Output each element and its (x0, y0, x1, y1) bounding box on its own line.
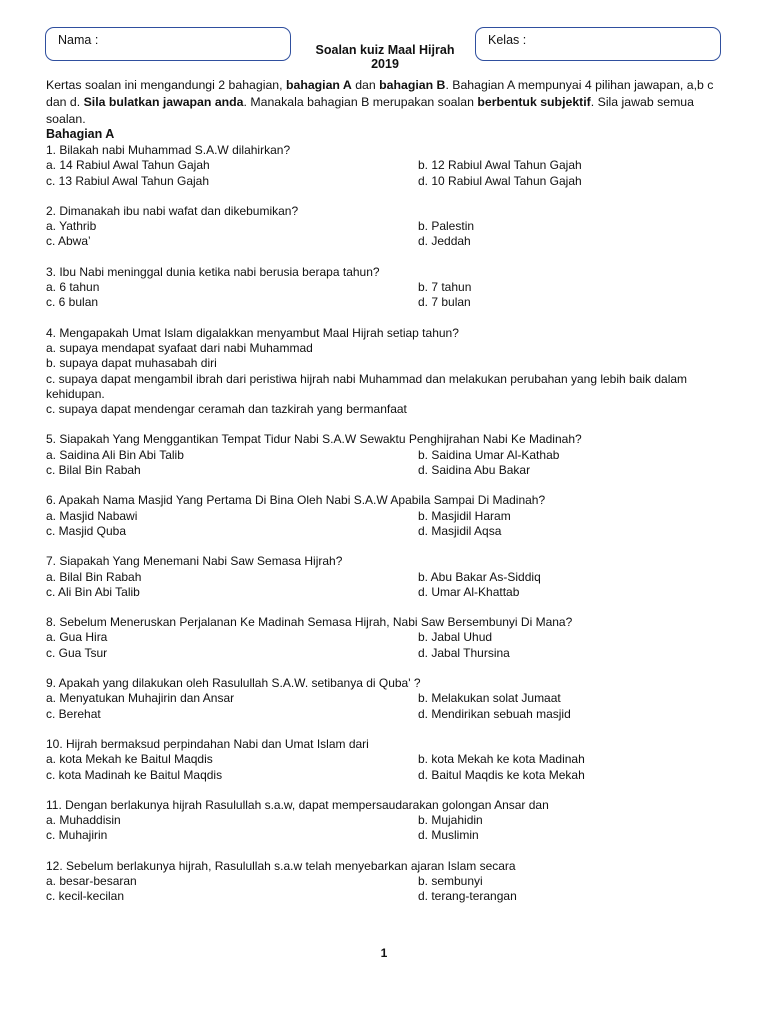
option-c[interactable]: c. Masjid Quba (46, 523, 127, 538)
question-text: 8. Sebelum Meneruskan Perjalanan Ke Madinah Semasa Hijrah, Nabi Saw Bersembunyi Di Mana? (46, 615, 573, 630)
question-text: 4. Mengapakah Umat Islam digalakkan menyambut Maal Hijrah setiap tahun? (46, 325, 459, 340)
intro-bold-1: bahagian A (285, 78, 352, 92)
question-text: 12. Sebelum berlakunya hijrah, Rasulullah s.a.w telah menyebarkan ajaran Islam secara (46, 858, 516, 873)
option-d[interactable]: d. Jeddah (418, 234, 471, 249)
option-d[interactable]: d. Jabal Thursina (418, 645, 510, 660)
option-b[interactable]: b. kota Mekah ke kota Madinah (418, 752, 585, 767)
option-b[interactable]: b. Palestin (418, 219, 475, 234)
option-c[interactable]: c. 13 Rabiul Awal Tahun Gajah (46, 173, 210, 188)
question-9 (46, 676, 726, 722)
option-d[interactable]: d. 7 bulan (418, 295, 471, 310)
option-b[interactable]: b. Melakukan solat Jumaat (418, 691, 561, 706)
intro-text-3: . Bahagian A mempunyai 4 pilihan jawapan, a,b c dan d. (46, 78, 714, 109)
question-11 (46, 798, 726, 844)
instructions (46, 77, 726, 128)
nama-label: Nama : (58, 33, 99, 47)
option-c[interactable]: c. kota Madinah ke Baitul Maqdis (46, 767, 223, 782)
option-a[interactable]: a. 6 tahun (46, 280, 100, 295)
question-text: 2. Dimanakah ibu nabi wafat dan dikebumikan? (46, 203, 299, 218)
option-a[interactable]: a. Bilal Bin Rabah (46, 569, 142, 584)
question-text: 6. Apakah Nama Masjid Yang Pertama Di Bina Oleh Nabi S.A.W Apabila Sampai Di Madinah? (46, 493, 546, 508)
question-8 (46, 615, 726, 661)
option-a[interactable]: a. Menyatukan Muhajirin dan Ansar (46, 691, 235, 706)
option-b[interactable]: b. Saidina Umar Al-Kathab (418, 447, 560, 462)
option-a[interactable]: a. 14 Rabiul Awal Tahun Gajah (46, 158, 210, 173)
option-b[interactable]: b. supaya dapat muhasabah diri (46, 356, 217, 371)
nama-field[interactable] (45, 27, 291, 61)
intro-bold-4: berbentuk subjektif (477, 95, 591, 109)
option-c[interactable]: c. Gua Tsur (46, 645, 108, 660)
section-title: Bahagian A (46, 127, 115, 141)
option-d[interactable]: d. Umar Al-Khattab (418, 584, 520, 599)
option-d[interactable]: d. Saidina Abu Bakar (418, 463, 531, 478)
question-1 (46, 143, 726, 189)
option-d[interactable]: d. 10 Rabiul Awal Tahun Gajah (418, 173, 582, 188)
option-d[interactable]: d. Masjidil Aqsa (418, 523, 502, 538)
option-a[interactable]: a. besar-besaran (46, 873, 137, 888)
option-a[interactable]: a. Masjid Nabawi (46, 508, 138, 523)
intro-text-1: Kertas soalan ini mengandungi 2 bahagian, (46, 78, 286, 92)
question-text: 11. Dengan berlakunya hijrah Rasulullah s.a.w, dapat mempersaudarakan golongan Ansar dan (46, 797, 549, 812)
option-d[interactable]: d. Baitul Maqdis ke kota Mekah (418, 767, 585, 782)
option-b[interactable]: b. sembunyi (418, 873, 483, 888)
option-a[interactable]: a. supaya mendapat syafaat dari nabi Muhammad (46, 340, 313, 355)
option-c[interactable]: c. supaya dapat mengambil ibrah dari peristiwa hijrah nabi Muhammad dan melakukan perubahan yang lebih baik dalam kehidupan. (46, 371, 688, 401)
question-10 (46, 737, 726, 783)
option-c[interactable]: c. Muhajirin (46, 828, 108, 843)
question-2 (46, 204, 726, 250)
question-text: 3. Ibu Nabi meninggal dunia ketika nabi berusia berapa tahun? (46, 264, 380, 279)
option-d[interactable]: d. terang-terangan (418, 889, 517, 904)
option-c[interactable]: c. Abwa’ (46, 234, 91, 249)
option-b[interactable]: b. 12 Rabiul Awal Tahun Gajah (418, 158, 582, 173)
option-c[interactable]: c. Berehat (46, 706, 101, 721)
option-d[interactable]: d. Mendirikan sebuah masjid (418, 706, 571, 721)
intro-bold-2: bahagian B (379, 78, 446, 92)
question-5 (46, 432, 726, 478)
question-6 (46, 493, 726, 539)
page-number: 1 (380, 946, 388, 960)
option-d[interactable]: c. supaya dapat mendengar ceramah dan tazkirah yang bermanfaat (46, 402, 407, 417)
question-7 (46, 554, 726, 600)
question-section (46, 126, 726, 920)
option-c[interactable]: c. Bilal Bin Rabah (46, 463, 141, 478)
option-a[interactable]: a. Gua Hira (46, 630, 108, 645)
option-c[interactable]: c. 6 bulan (46, 295, 99, 310)
question-text: 1. Bilakah nabi Muhammad S.A.W dilahirkan? (46, 143, 291, 157)
intro-text-5: . Sila jawab semua soalan. (46, 95, 694, 126)
option-b[interactable]: b. Jabal Uhud (418, 630, 493, 645)
option-b[interactable]: b. 7 tahun (418, 280, 472, 295)
question-4 (46, 326, 726, 418)
question-text: 10. Hijrah bermaksud perpindahan Nabi dan Umat Islam dari (46, 736, 369, 751)
option-c[interactable]: c. kecil-kecilan (46, 889, 125, 904)
option-a[interactable]: a. Muhaddisin (46, 813, 121, 828)
intro-bold-3: Sila bulatkan jawapan anda (83, 95, 244, 109)
option-b[interactable]: b. Abu Bakar As-Siddiq (418, 569, 541, 584)
option-a[interactable]: a. Saidina Ali Bin Abi Talib (46, 447, 184, 462)
intro-text-4: . Manakala bahagian B merupakan soalan (243, 95, 478, 109)
option-d[interactable]: d. Muslimin (418, 828, 479, 843)
option-a[interactable]: a. Yathrib (46, 219, 97, 234)
option-c[interactable]: c. Ali Bin Abi Talib (46, 584, 140, 599)
kelas-field[interactable] (475, 27, 721, 61)
question-text: 9. Apakah yang dilakukan oleh Rasulullah S.A.W. setibanya di Quba' ? (46, 676, 421, 691)
question-12 (46, 859, 726, 905)
question-text: 5. Siapakah Yang Menggantikan Tempat Tidur Nabi S.A.W Sewaktu Penghijrahan Nabi Ke Madinah? (46, 432, 582, 447)
option-a[interactable]: a. kota Mekah ke Baitul Maqdis (46, 752, 213, 767)
question-3 (46, 265, 726, 311)
option-b[interactable]: b. Mujahidin (418, 813, 483, 828)
kelas-label: Kelas : (488, 33, 527, 47)
intro-text-2: dan (351, 78, 380, 92)
question-text: 7. Siapakah Yang Menemani Nabi Saw Semasa Hijrah? (46, 554, 343, 569)
option-b[interactable]: b. Masjidil Haram (418, 508, 511, 523)
page-title: Soalan kuiz Maal Hijrah 2019 (315, 43, 455, 71)
